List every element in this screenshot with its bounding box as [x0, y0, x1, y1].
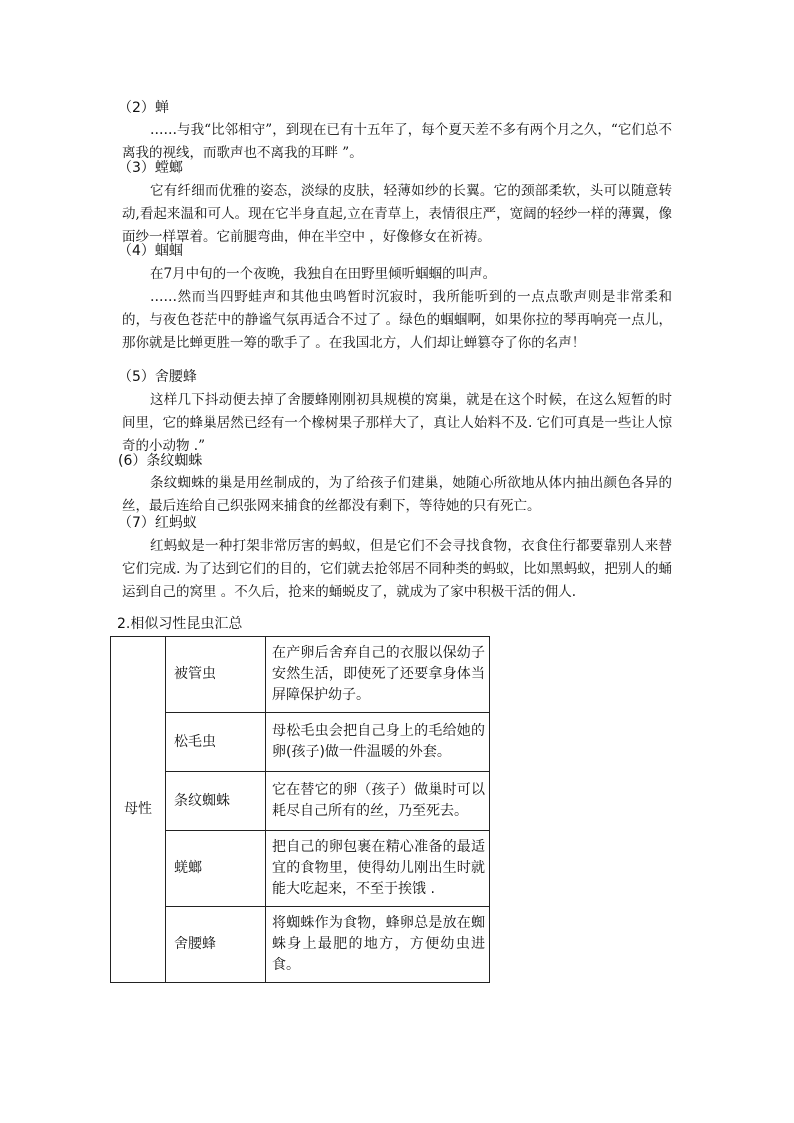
- insect-name-cell: 被管虫: [166, 637, 266, 713]
- table-row: [111, 907, 490, 983]
- paragraph-striped-spider: 条纹蜘蛛的巢是用丝制成的，为了给孩子们建巢，她随心所欲地从体内抽出颜色各异的丝，最后连给自己织张网来捕食的丝都没有剩下，等待她的只有死亡。: [122, 475, 672, 514]
- habit-description-cell: 在产卵后舍弃自己的衣服以保幼子安然生活，即使死了还要拿身体当屏障保护幼子。: [266, 637, 490, 713]
- paragraph-mud-dauber: 这样几下抖动便去掉了舍腰蜂刚刚初具规模的窝巢，就是在这个时候，在这么短暂的时间里，它的蜂巢居然已经有一个橡树果子那样大了，真让人始料不及. 它们可真是一些让人惊奇的小动物 .”: [122, 392, 672, 454]
- table-row: [111, 637, 490, 713]
- insect-habits-table: [110, 636, 490, 983]
- habit-description-cell: 将蜘蛛作为食物，蜂卵总是放在蜘蛛身上最肥的地方，方便幼虫进食。: [266, 907, 490, 983]
- insect-name-cell: 条纹蜘蛛: [166, 772, 266, 831]
- category-cell: 母性: [111, 637, 166, 983]
- paragraph-mantis: 它有纤细而优雅的姿态，淡绿的皮肤，轻薄如纱的长翼。它的颈部柔软，头可以随意转动,看起来温和可人。现在它半身直起,立在青草上，表情很庄严，宽阔的轻纱一样的薄翼，像面纱一样罩着。它前腿弯曲，伸在半空中 ，好像修女在祈祷。: [122, 183, 672, 245]
- table-row: [111, 831, 490, 907]
- section-heading-katydid: （4）蝈蝈: [118, 243, 183, 259]
- habit-description-cell: 母松毛虫会把自己身上的毛给她的卵(孩子)做一件温暖的外套。: [266, 713, 490, 772]
- insect-name-cell: 松毛虫: [166, 713, 266, 772]
- table-row: [111, 772, 490, 831]
- paragraph-cicada: ……与我“比邻相守”，到现在已有十五年了，每个夏天差不多有两个月之久，“它们总不离我的视线，而歌声也不离我的耳畔 ”。: [122, 122, 672, 161]
- section-heading-cicada: （2）蝉: [118, 100, 169, 116]
- habit-description-cell: 它在替它的卵（孩子）做巢时可以耗尽自己所有的丝，乃至死去。: [266, 772, 490, 831]
- section-heading-striped-spider: (6）条纹蜘蛛: [118, 453, 203, 469]
- insect-name-cell: 蜣螂: [166, 831, 266, 907]
- insect-name-cell: 舍腰蜂: [166, 907, 266, 983]
- section-heading-mud-dauber: （5）舍腰蜂: [118, 369, 197, 385]
- table-row: [111, 713, 490, 772]
- habit-description-cell: 把自己的卵包裹在精心准备的最适宜的食物里，使得幼儿刚出生时就能大吃起来，不至于挨饿 .: [266, 831, 490, 907]
- summary-heading: 2.相似习性昆虫汇总: [117, 616, 243, 632]
- section-heading-mantis: （3）螳螂: [118, 160, 183, 176]
- paragraph-katydid-song: ……然而当四野蛙声和其他虫鸣暂时沉寂时，我所能听到的一点点歌声则是非常柔和的，与夜色苍茫中的静谧气氛再适合不过了 。绿色的蝈蝈啊，如果你拉的琴再响亮一点儿，那你就是比蝉更胜一筹的歌手了 。在我国北方，人们却让蝉篡夺了你的名声！: [122, 289, 672, 351]
- paragraph-red-ant: 红蚂蚁是一种打架非常厉害的蚂蚁，但是它们不会寻找食物，衣食住行都要靠别人来替它们完成. 为了达到它们的目的，它们就去抢邻居不同种类的蚂蚁，比如黑蚂蚁，把别人的蛹运到自己的窝里 。不久后，抢来的蛹蜕皮了，就成为了家中积极干活的佣人.: [122, 538, 672, 600]
- paragraph-katydid-intro: 在7月中旬的一个夜晚，我独自在田野里倾听蝈蝈的叫声。: [150, 266, 497, 282]
- section-heading-red-ant: （7）红蚂蚁: [118, 515, 197, 531]
